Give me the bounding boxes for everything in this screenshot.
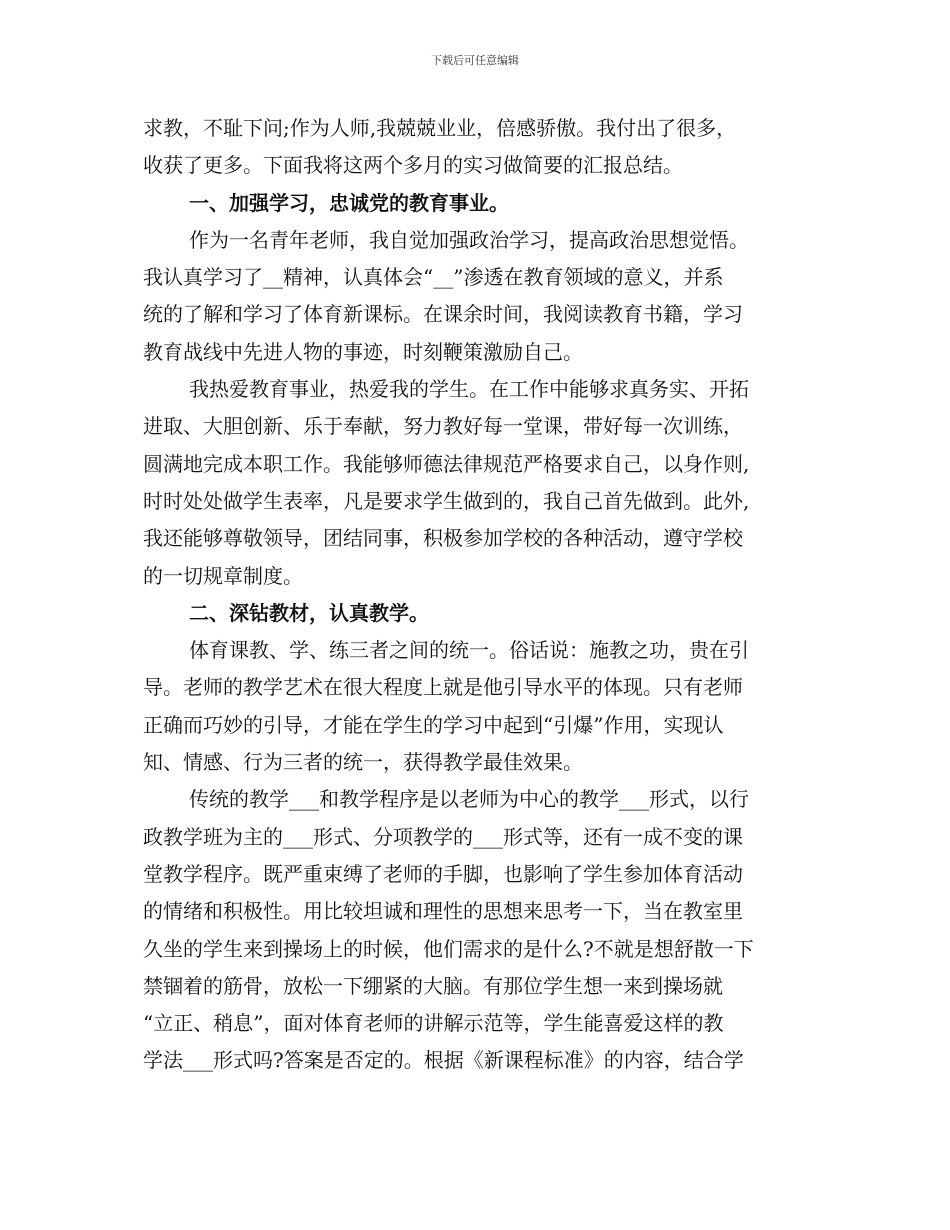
text-line: 体育课教、学、练三者之间的统一。俗话说：施教之功，贵在引 [189, 638, 749, 663]
text-line: 导。老师的教学艺术在很大程度上就是他引导水平的体现。只有老师 [143, 675, 743, 700]
document-body [143, 110, 807, 1080]
section-heading: 一、加强学习，忠诚党的教育事业。 [189, 190, 509, 215]
section-heading: 二、深钻教材，认真教学。 [189, 600, 429, 625]
text-line: “立正、稍息”，面对体育老师的讲解示范等，学生能喜爱这样的教 [143, 1011, 724, 1036]
text-line: 正确而巧妙的引导，才能在学生的学习中起到“引爆”作用，实现认 [143, 712, 724, 737]
text-line: 圆满地完成本职工作。我能够师德法律规范严格要求自己，以身作则, [143, 451, 750, 476]
text-line: 我认真学习了__精神，认真体会“__”渗透在教育领域的意义，并系 [143, 265, 724, 290]
text-line: 传统的教学___和教学程序是以老师为中心的教学___形式，以行 [189, 787, 749, 812]
text-line: 的情绪和积极性。用比较坦诚和理性的思想来思考一下，当在教室里 [143, 899, 743, 924]
text-line: 作为一名青年老师，我自觉加强政治学习，提高政治思想觉悟。 [189, 227, 749, 252]
text-line: 我热爱教育事业，热爱我的学生。在工作中能够求真务实、开拓 [189, 377, 749, 402]
text-line: 统的了解和学习了体育新课标。在课余时间，我阅读教育书籍，学习 [143, 302, 743, 327]
text-line: 时时处处做学生表率，凡是要求学生做到的，我自己首先做到。此外, [143, 488, 750, 513]
text-line: 政教学班为主的___形式、分项教学的___形式等，还有一成不变的课 [143, 824, 743, 849]
text-line: 求教，不耻下问;作为人师,我兢兢业业，倍感骄傲。我付出了很多， [143, 116, 737, 140]
text-line: 的一切规章制度。 [143, 563, 303, 588]
text-line: 禁锢着的筋骨，放松一下绷紧的大脑。有那位学生想一来到操场就 [143, 973, 723, 998]
text-line: 教育战线中先进人物的事迹，时刻鞭策激励自己。 [143, 339, 583, 364]
page-header: 下载后可任意编辑 [431, 54, 519, 67]
text-line: 收获了更多。下面我将这两个多月的实习做简要的汇报总结。 [143, 153, 683, 178]
text-line: 进取、大胆创新、乐于奉献，努力教好每一堂课，带好每一次训练， [143, 414, 743, 439]
text-line: 学法___形式吗?答案是否定的。根据《新课程标准》的内容，结合学 [143, 1048, 744, 1073]
text-line: 我还能够尊敬领导，团结同事，积极参加学校的各种活动，遵守学校 [143, 526, 743, 551]
text-line: 堂教学程序。既严重束缚了老师的手脚，也影响了学生参加体育活动 [143, 861, 743, 886]
text-line: 久坐的学生来到操场上的时候，他们需求的是什么?不就是想舒散一下 [143, 936, 754, 961]
text-line: 知、情感、行为三者的统一，获得教学最佳效果。 [143, 750, 583, 775]
